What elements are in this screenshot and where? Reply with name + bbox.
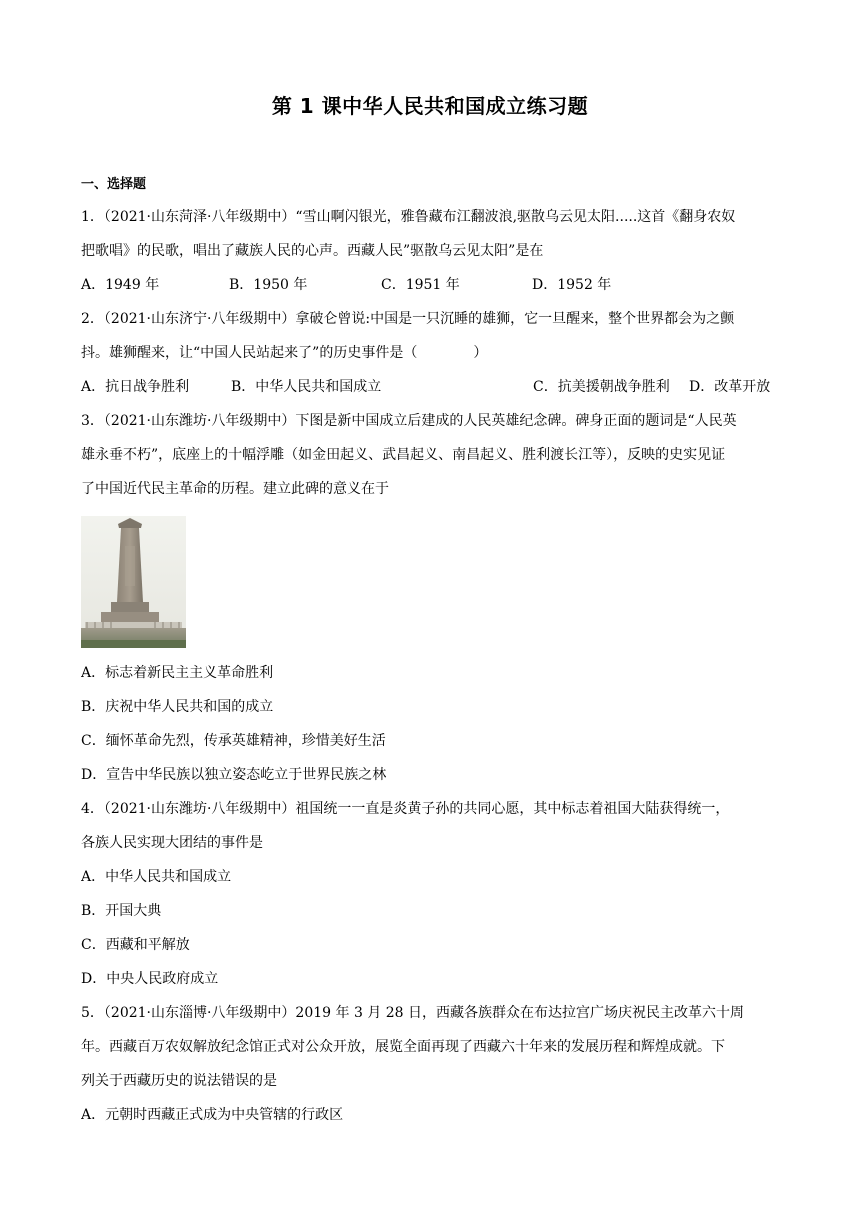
question-3-stem-line-3: 了中国近代民主革命的历程。建立此碑的意义在于	[81, 481, 389, 497]
question-1-option-b[interactable]: B．1950 年	[229, 277, 308, 293]
question-5-stem-line-2: 年。西藏百万农奴解放纪念馆正式对公众开放，展览全面再现了西藏六十年来的发展历程和辉煌成就。下	[81, 1039, 725, 1055]
question-list	[81, 200, 781, 1132]
monument-image	[81, 516, 186, 648]
question-3-stem-line-2: 雄永垂不朽”，底座上的十幅浮雕（如金田起义、武昌起义、南昌起义、胜利渡长江等），反映的史实见证	[81, 447, 726, 463]
question-5	[81, 996, 781, 1132]
question-4	[81, 792, 781, 996]
question-2	[81, 302, 781, 404]
question-4-option-b[interactable]: B．开国大典	[81, 903, 162, 919]
question-3-option-a[interactable]: A．标志着新民主主义革命胜利	[81, 665, 274, 681]
question-5-stem-line-1: 5．（2021·山东淄博·八年级期中）2019 年 3 月 28 日，西藏各族群众在布达拉宫广场庆祝民主改革六十周	[81, 1005, 745, 1021]
question-1-option-d[interactable]: D．1952 年	[532, 277, 612, 293]
question-4-stem-line-1: 4．（2021·山东潍坊·八年级期中）祖国统一一直是炎黄子孙的共同心愿，其中标志着祖国大陆获得统一，	[81, 801, 730, 817]
question-5-option-a[interactable]: A．元朝时西藏正式成为中央管辖的行政区	[81, 1107, 344, 1123]
question-2-stem-line-2: 抖。雄狮醒来，让“中国人民站起来了”的历史事件是（ ）	[81, 345, 488, 361]
question-2-option-c[interactable]: C．抗美援朝战争胜利	[533, 379, 670, 395]
question-4-option-c[interactable]: C．西藏和平解放	[81, 937, 190, 953]
question-2-option-b[interactable]: B．中华人民共和国成立	[231, 379, 382, 395]
question-5-stem-line-3: 列关于西藏历史的说法错误的是	[81, 1073, 277, 1089]
question-1-stem-line-2: 把歌唱》的民歌，唱出了藏族人民的心声。西藏人民”驱散乌云见太阳”是在	[81, 243, 544, 259]
question-3	[81, 404, 781, 792]
section-heading: 一、选择题	[81, 177, 147, 192]
question-2-option-d[interactable]: D．改革开放	[689, 379, 771, 395]
question-2-options	[81, 370, 781, 404]
question-4-stem-line-2: 各族人民实现大团结的事件是	[81, 835, 263, 851]
page-title: 第 1 课中华人民共和国成立练习题	[271, 94, 589, 118]
question-4-option-a[interactable]: A．中华人民共和国成立	[81, 869, 232, 885]
question-3-option-c[interactable]: C．缅怀革命先烈，传承英雄精神，珍惜美好生活	[81, 733, 386, 749]
question-1-option-c[interactable]: C．1951 年	[381, 277, 460, 293]
question-2-option-a[interactable]: A．抗日战争胜利	[81, 379, 190, 395]
question-2-stem-line-1: 2．（2021·山东济宁·八年级期中）拿破仑曾说:中国是一只沉睡的雄狮，它一旦醒来，整个世界都会为之颤	[81, 311, 735, 327]
monument-photo	[81, 516, 186, 648]
question-1-stem-line-1: 1．（2021·山东菏泽·八年级期中）“雪山啊闪银光，雅鲁藏布江翻波浪,驱散乌云见太阳.....这首《翻身农奴	[81, 209, 736, 225]
question-4-option-d[interactable]: D．中央人民政府成立	[81, 971, 219, 987]
question-3-option-b[interactable]: B．庆祝中华人民共和国的成立	[81, 699, 274, 715]
question-1-options	[81, 268, 781, 302]
question-1	[81, 200, 781, 302]
question-1-option-a[interactable]: A．1949 年	[81, 277, 160, 293]
question-3-option-d[interactable]: D．宣告中华民族以独立姿态屹立于世界民族之林	[81, 767, 387, 783]
question-3-stem-line-1: 3．（2021·山东潍坊·八年级期中）下图是新中国成立后建成的人民英雄纪念碑。碑身正面的题词是“人民英	[81, 413, 737, 429]
